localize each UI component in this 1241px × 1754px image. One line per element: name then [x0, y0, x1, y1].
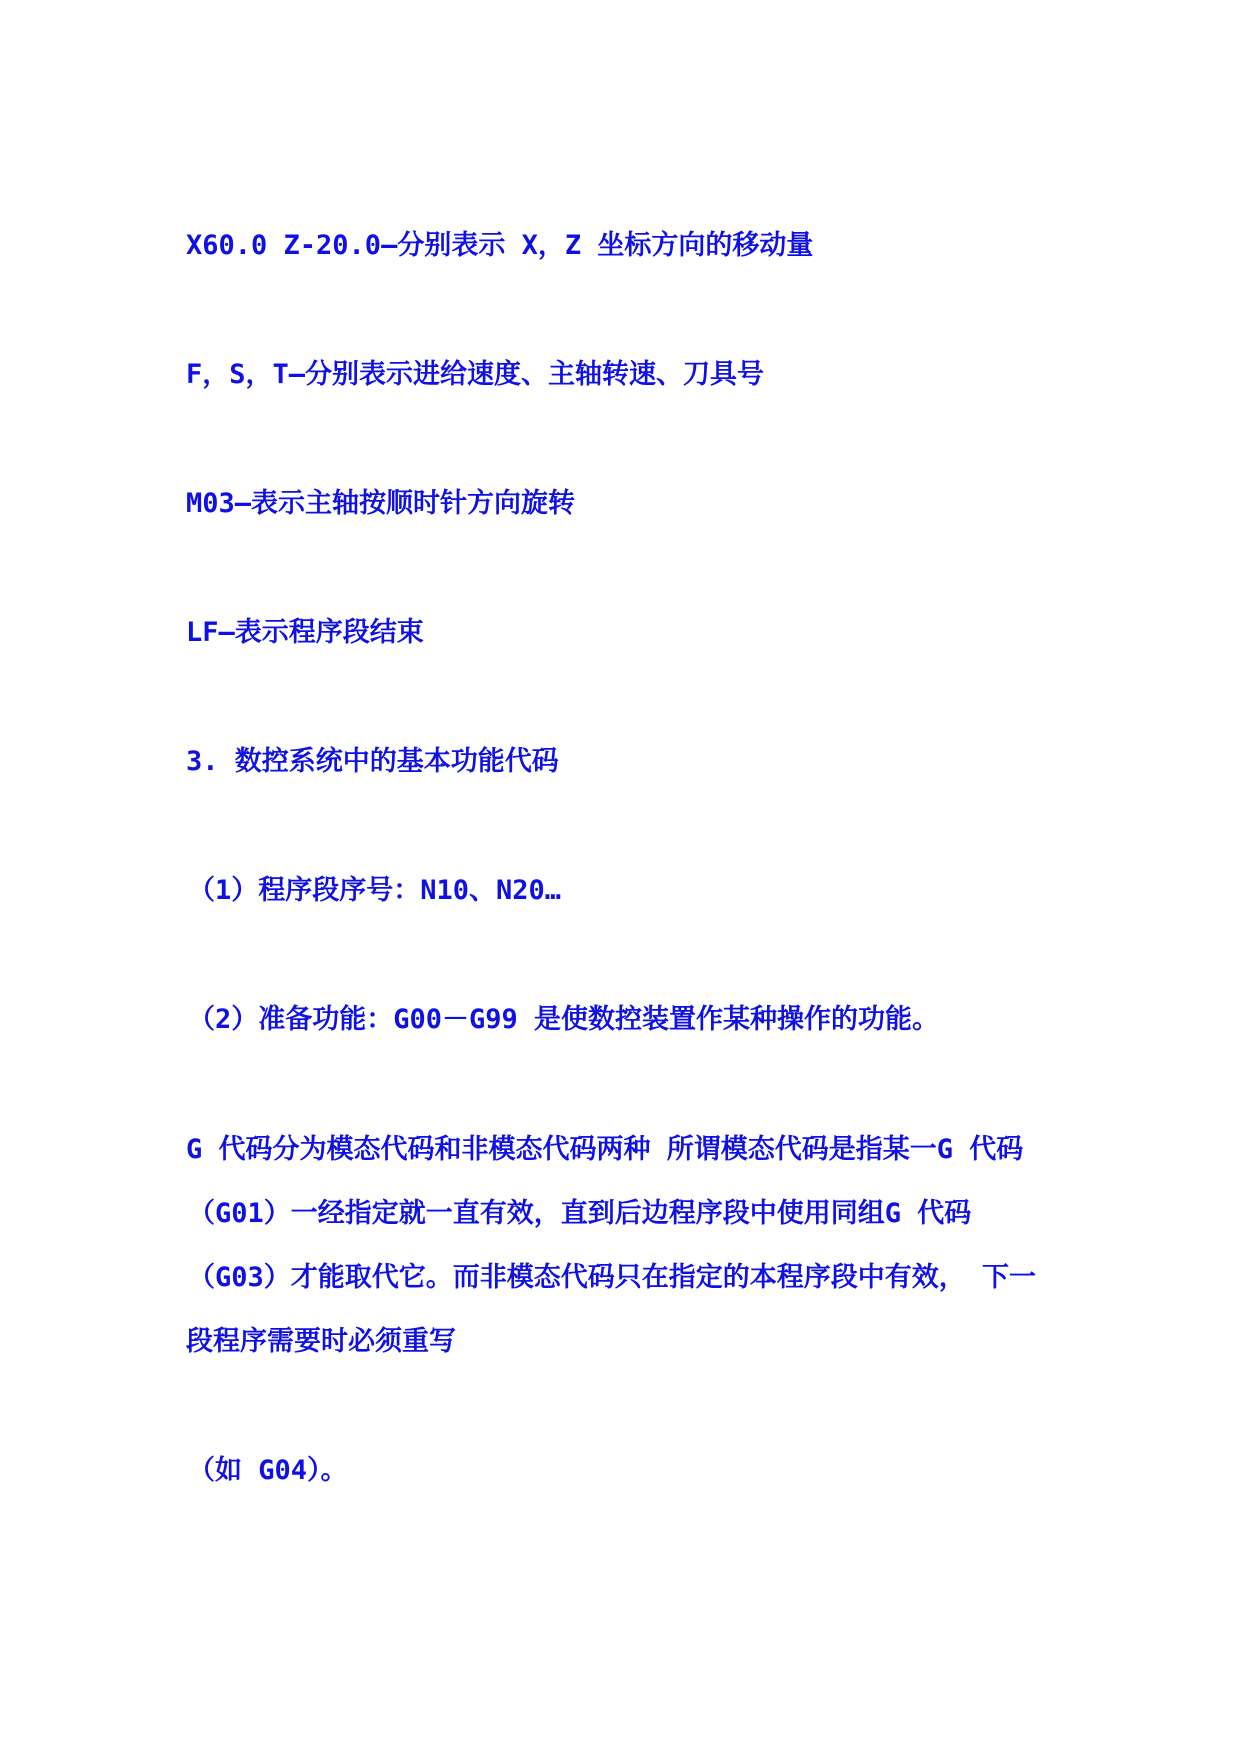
- text-line-9: （G01）一经指定就一直有效，直到后边程序段中使用同组G 代码: [188, 1198, 972, 1229]
- text-line-8: G 代码分为模态代码和非模态代码两种 所谓模态代码是指某一G 代码: [186, 1134, 1024, 1165]
- text-line-4: LF—表示程序段结束: [186, 617, 424, 648]
- text-line-6: （1）程序段序号：N10、N20…: [188, 875, 562, 906]
- text-line-1: X60.0 Z-20.0—分别表示 X，Z 坐标方向的移动量: [186, 230, 814, 261]
- text-line-12: （如 G04）。: [188, 1455, 348, 1486]
- text-line-10: （G03）才能取代它。而非模态代码只在指定的本程序段中有效， 下一: [188, 1262, 1037, 1293]
- text-line-2: F，S，T—分别表示进给速度、主轴转速、刀具号: [186, 359, 765, 390]
- text-line-7: （2）准备功能：G00－G99 是使数控装置作某种操作的功能。: [188, 1004, 940, 1035]
- text-line-3: M03—表示主轴按顺时针方向旋转: [186, 488, 576, 519]
- section-heading: 3. 数控系统中的基本功能代码: [186, 746, 559, 777]
- text-line-11: 段程序需要时必须重写: [186, 1326, 456, 1357]
